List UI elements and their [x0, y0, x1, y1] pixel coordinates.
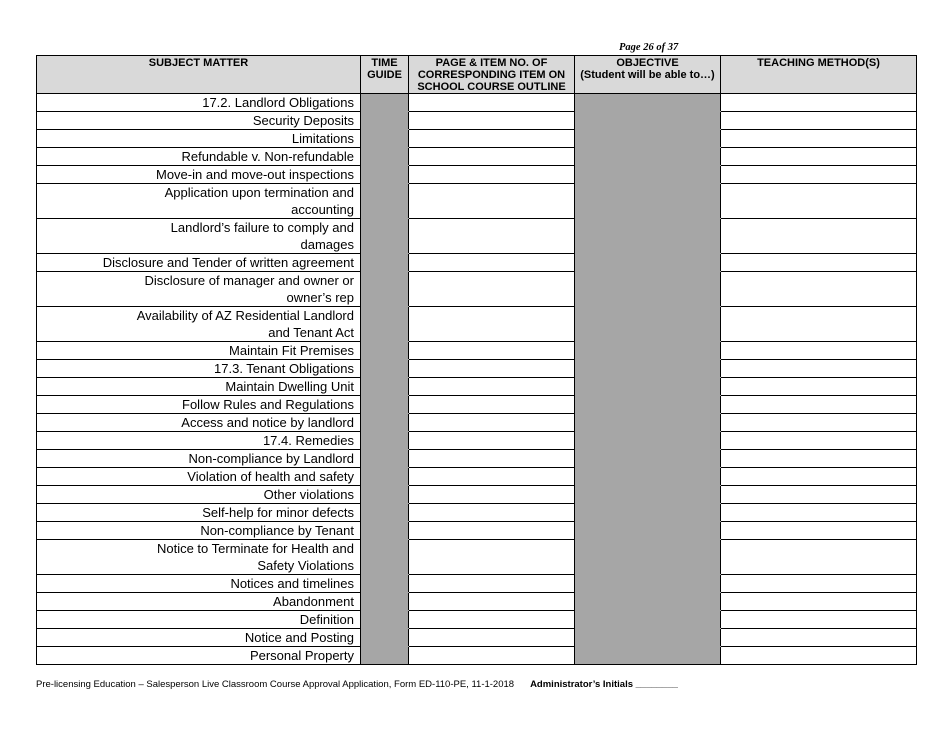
subject-matter-cell: 17.2. Landlord Obligations: [37, 94, 361, 112]
subject-matter-cell: 17.4. Remedies: [37, 432, 361, 450]
subject-matter-cell: Other violations: [37, 486, 361, 504]
page-item-cell[interactable]: [409, 148, 575, 166]
table-row: [37, 468, 917, 486]
teaching-method-cell[interactable]: [721, 396, 917, 414]
teaching-method-cell[interactable]: [721, 504, 917, 522]
page-item-cell[interactable]: [409, 647, 575, 665]
objective-cell: [575, 148, 721, 166]
page-item-cell[interactable]: [409, 184, 575, 219]
subject-matter-cell: Disclosure of manager and owner or owner’s rep: [37, 272, 361, 307]
time-guide-cell: [361, 166, 409, 184]
page-item-cell[interactable]: [409, 166, 575, 184]
table-row: [37, 307, 917, 342]
page-item-cell[interactable]: [409, 575, 575, 593]
header-page-item: PAGE & ITEM NO. OF CORRESPONDING ITEM ON SCHOOL COURSE OUTLINE: [409, 56, 575, 94]
teaching-method-cell[interactable]: [721, 166, 917, 184]
objective-cell: [575, 166, 721, 184]
table-row: [37, 112, 917, 130]
table-row: [37, 486, 917, 504]
page-item-cell[interactable]: [409, 307, 575, 342]
time-guide-cell: [361, 184, 409, 219]
objective-cell: [575, 593, 721, 611]
teaching-method-cell[interactable]: [721, 486, 917, 504]
page-item-cell[interactable]: [409, 94, 575, 112]
page-item-cell[interactable]: [409, 504, 575, 522]
table-row: [37, 378, 917, 396]
objective-cell: [575, 450, 721, 468]
table-row: [37, 647, 917, 665]
subject-matter-cell: Landlord’s failure to comply and damages: [37, 219, 361, 254]
table-header-row: [37, 56, 917, 94]
table-row: [37, 184, 917, 219]
objective-cell: [575, 112, 721, 130]
objective-cell: [575, 360, 721, 378]
table-row: [37, 450, 917, 468]
time-guide-cell: [361, 486, 409, 504]
objective-cell: [575, 130, 721, 148]
table-row: [37, 414, 917, 432]
teaching-method-cell[interactable]: [721, 307, 917, 342]
objective-cell: [575, 540, 721, 575]
header-teaching-methods: TEACHING METHOD(S): [721, 56, 917, 94]
objective-cell: [575, 307, 721, 342]
objective-cell: [575, 575, 721, 593]
objective-cell: [575, 611, 721, 629]
table-row: [37, 94, 917, 112]
subject-matter-cell: Personal Property: [37, 647, 361, 665]
header-objective: OBJECTIVE (Student will be able to…): [575, 56, 721, 94]
table-row: [37, 148, 917, 166]
time-guide-cell: [361, 414, 409, 432]
objective-cell: [575, 468, 721, 486]
time-guide-cell: [361, 112, 409, 130]
time-guide-cell: [361, 432, 409, 450]
subject-matter-cell: Notice to Terminate for Health and Safety Violations: [37, 540, 361, 575]
subject-matter-cell: Availability of AZ Residential Landlord and Tenant Act: [37, 307, 361, 342]
time-guide-cell: [361, 148, 409, 166]
objective-cell: [575, 94, 721, 112]
teaching-method-cell[interactable]: [721, 272, 917, 307]
objective-cell: [575, 629, 721, 647]
page-item-cell[interactable]: [409, 432, 575, 450]
table-row: [37, 254, 917, 272]
header-time-guide: TIME GUIDE: [361, 56, 409, 94]
table-row: [37, 219, 917, 254]
subject-matter-cell: Non-compliance by Landlord: [37, 450, 361, 468]
page-item-cell[interactable]: [409, 112, 575, 130]
table-row: [37, 611, 917, 629]
page-item-cell[interactable]: [409, 272, 575, 307]
time-guide-cell: [361, 593, 409, 611]
teaching-method-cell[interactable]: [721, 522, 917, 540]
teaching-method-cell[interactable]: [721, 130, 917, 148]
teaching-method-cell[interactable]: [721, 148, 917, 166]
subject-matter-cell: Notice and Posting: [37, 629, 361, 647]
time-guide-cell: [361, 629, 409, 647]
subject-matter-cell: Non-compliance by Tenant: [37, 522, 361, 540]
administrator-initials: Administrator’s Initials ________: [530, 679, 678, 690]
page-item-cell[interactable]: [409, 629, 575, 647]
teaching-method-cell[interactable]: [721, 575, 917, 593]
time-guide-cell: [361, 130, 409, 148]
time-guide-cell: [361, 378, 409, 396]
table-row: [37, 593, 917, 611]
page-item-cell[interactable]: [409, 540, 575, 575]
time-guide-cell: [361, 504, 409, 522]
subject-matter-cell: Violation of health and safety: [37, 468, 361, 486]
time-guide-cell: [361, 647, 409, 665]
header-subject-matter: SUBJECT MATTER: [37, 56, 361, 94]
teaching-method-cell[interactable]: [721, 432, 917, 450]
subject-matter-cell: Maintain Fit Premises: [37, 342, 361, 360]
teaching-method-cell[interactable]: [721, 360, 917, 378]
subject-matter-cell: Definition: [37, 611, 361, 629]
subject-matter-cell: Security Deposits: [37, 112, 361, 130]
curriculum-table: [36, 55, 917, 665]
teaching-method-cell[interactable]: [721, 540, 917, 575]
time-guide-cell: [361, 94, 409, 112]
table-row: [37, 342, 917, 360]
time-guide-cell: [361, 254, 409, 272]
objective-cell: [575, 219, 721, 254]
table-row: [37, 130, 917, 148]
teaching-method-cell[interactable]: [721, 378, 917, 396]
page-item-cell[interactable]: [409, 593, 575, 611]
objective-cell: [575, 184, 721, 219]
objective-cell: [575, 272, 721, 307]
page-item-cell[interactable]: [409, 522, 575, 540]
page-item-cell[interactable]: [409, 396, 575, 414]
teaching-method-cell[interactable]: [721, 468, 917, 486]
page-item-cell[interactable]: [409, 486, 575, 504]
subject-matter-cell: Access and notice by landlord: [37, 414, 361, 432]
page-item-cell[interactable]: [409, 254, 575, 272]
teaching-method-cell[interactable]: [721, 647, 917, 665]
subject-matter-cell: Disclosure and Tender of written agreement: [37, 254, 361, 272]
page-footer: [36, 679, 678, 690]
page-item-cell[interactable]: [409, 450, 575, 468]
table-row: [37, 432, 917, 450]
subject-matter-cell: Maintain Dwelling Unit: [37, 378, 361, 396]
page-item-cell[interactable]: [409, 611, 575, 629]
page-item-cell[interactable]: [409, 219, 575, 254]
subject-matter-cell: Limitations: [37, 130, 361, 148]
subject-matter-cell: Abandonment: [37, 593, 361, 611]
teaching-method-cell[interactable]: [721, 611, 917, 629]
page-item-cell[interactable]: [409, 360, 575, 378]
objective-cell: [575, 504, 721, 522]
table-row: [37, 272, 917, 307]
time-guide-cell: [361, 522, 409, 540]
table-row: [37, 396, 917, 414]
table-row: [37, 166, 917, 184]
time-guide-cell: [361, 396, 409, 414]
teaching-method-cell[interactable]: [721, 414, 917, 432]
time-guide-cell: [361, 307, 409, 342]
teaching-method-cell[interactable]: [721, 184, 917, 219]
table-row: [37, 629, 917, 647]
time-guide-cell: [361, 360, 409, 378]
objective-cell: [575, 396, 721, 414]
teaching-method-cell[interactable]: [721, 629, 917, 647]
time-guide-cell: [361, 219, 409, 254]
table-row: [37, 540, 917, 575]
objective-cell: [575, 522, 721, 540]
subject-matter-cell: 17.3. Tenant Obligations: [37, 360, 361, 378]
teaching-method-cell[interactable]: [721, 254, 917, 272]
objective-cell: [575, 254, 721, 272]
table-row: [37, 575, 917, 593]
objective-cell: [575, 378, 721, 396]
time-guide-cell: [361, 540, 409, 575]
page-number: Page 26 of 37: [619, 42, 679, 53]
subject-matter-cell: Self-help for minor defects: [37, 504, 361, 522]
time-guide-cell: [361, 450, 409, 468]
subject-matter-cell: Application upon termination and accounting: [37, 184, 361, 219]
page-item-cell[interactable]: [409, 130, 575, 148]
objective-cell: [575, 486, 721, 504]
teaching-method-cell[interactable]: [721, 450, 917, 468]
subject-matter-cell: Move-in and move-out inspections: [37, 166, 361, 184]
objective-cell: [575, 414, 721, 432]
time-guide-cell: [361, 342, 409, 360]
page-item-cell[interactable]: [409, 468, 575, 486]
time-guide-cell: [361, 575, 409, 593]
table-row: [37, 504, 917, 522]
subject-matter-cell: Refundable v. Non-refundable: [37, 148, 361, 166]
teaching-method-cell[interactable]: [721, 112, 917, 130]
subject-matter-cell: Follow Rules and Regulations: [37, 396, 361, 414]
objective-cell: [575, 342, 721, 360]
time-guide-cell: [361, 611, 409, 629]
teaching-method-cell[interactable]: [721, 219, 917, 254]
footer-form-text: Pre-licensing Education – Salesperson Live Classroom Course Approval Application, Form ED-110-PE, 11-1-2018: [36, 679, 515, 690]
subject-matter-cell: Notices and timelines: [37, 575, 361, 593]
time-guide-cell: [361, 272, 409, 307]
page-item-cell[interactable]: [409, 414, 575, 432]
teaching-method-cell[interactable]: [721, 94, 917, 112]
table-row: [37, 522, 917, 540]
objective-cell: [575, 432, 721, 450]
table-row: [37, 360, 917, 378]
teaching-method-cell[interactable]: [721, 593, 917, 611]
objective-cell: [575, 647, 721, 665]
time-guide-cell: [361, 468, 409, 486]
page-item-cell[interactable]: [409, 378, 575, 396]
teaching-method-cell[interactable]: [721, 342, 917, 360]
page-item-cell[interactable]: [409, 342, 575, 360]
